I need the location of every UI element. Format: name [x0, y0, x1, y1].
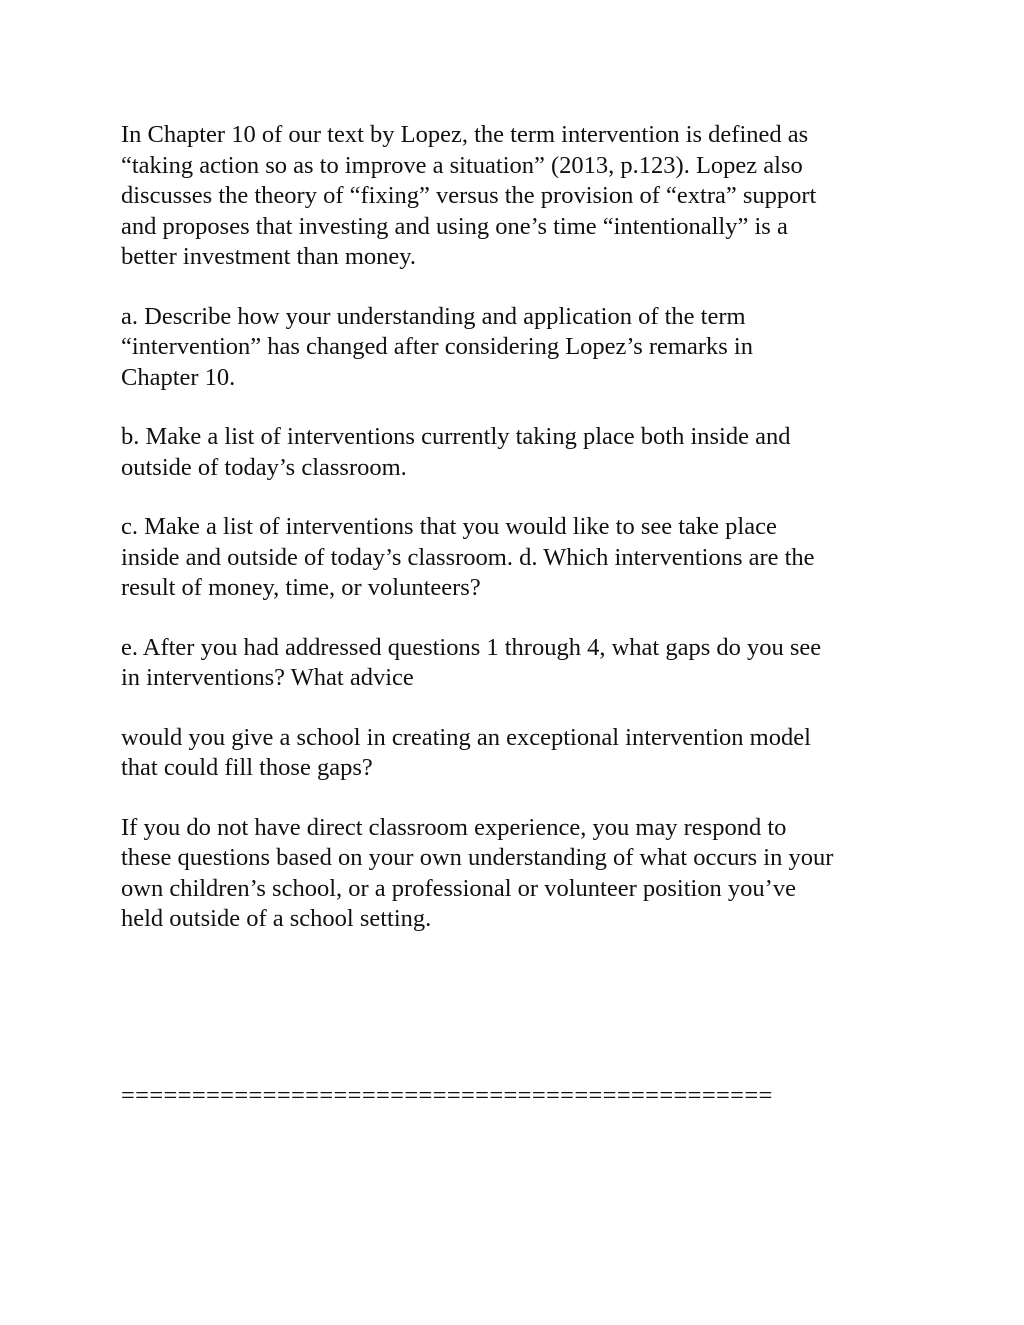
- question-e-continued: would you give a school in creating an exceptional intervention model that could fill those gaps?: [121, 723, 811, 781]
- question-a: a. Describe how your understanding and application of the term “intervention” has changed after considering Lopez’s remarks in Chapter 10.: [121, 302, 753, 391]
- question-b: b. Make a list of interventions currently taking place both inside and outside of today’s classroom.: [121, 423, 791, 481]
- question-e: e. After you had addressed questions 1 through 4, what gaps do you see in interventions? What advice: [121, 633, 822, 691]
- separator-line: ==============================================: [121, 1082, 773, 1109]
- closing-note: If you do not have direct classroom experience, you may respond to these questions based on your own understanding of what occurs in your own children’s school, or a professional or volunteer position you’ve held outside of a school setting.: [121, 813, 834, 932]
- intro-paragraph: In Chapter 10 of our text by Lopez, the term intervention is defined as “taking action so as to improve a situation” (2013, p.123). Lopez also discusses the theory of “fixing” versus the provision of “extra” support and proposes that investing and using one’s time “intentionally” is a better investment than money.: [121, 121, 817, 270]
- question-c-d: c. Make a list of interventions that you would like to see take place inside and outside of today’s classroom. d. Which interventions are the result of money, time, or volunteers?: [121, 513, 815, 601]
- document-body: [121, 120, 911, 964]
